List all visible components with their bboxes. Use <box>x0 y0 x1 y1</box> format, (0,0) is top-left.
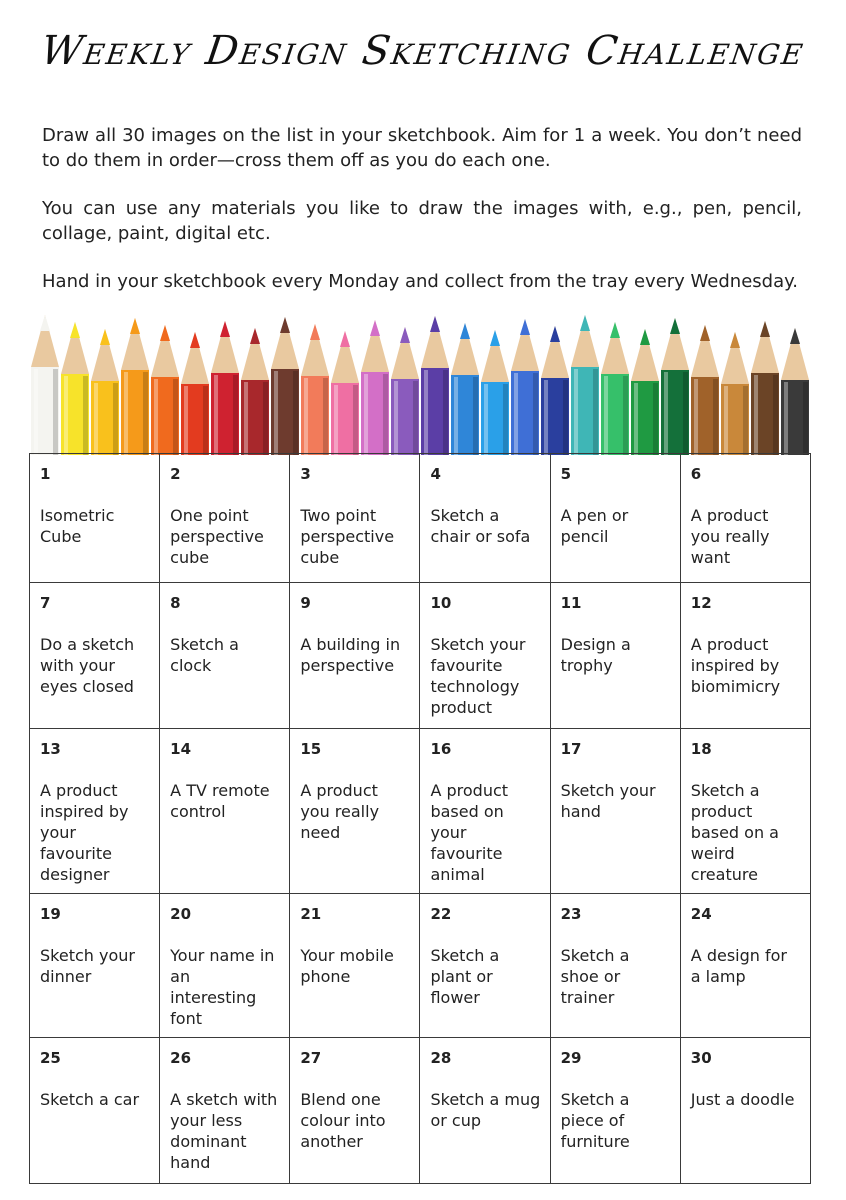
challenge-number: 16 <box>430 740 452 758</box>
challenge-text: A sketch with your less dominant hand <box>170 1090 278 1172</box>
challenge-cell <box>420 454 550 583</box>
challenge-text: Sketch a clock <box>170 635 239 675</box>
coloured-pencils-image <box>30 305 810 455</box>
challenge-row <box>30 1038 811 1184</box>
challenge-number: 18 <box>690 740 712 758</box>
pencil-3 <box>91 329 119 455</box>
pencil-26 <box>781 328 809 455</box>
challenge-cell <box>160 729 290 894</box>
challenge-cell <box>160 1038 290 1184</box>
challenge-cell <box>420 583 550 729</box>
challenge-cell <box>550 894 680 1038</box>
challenge-cell <box>680 729 810 894</box>
challenge-text: Sketch your favourite technology product <box>430 635 526 717</box>
page-title: Weekly Design Sketching Challenge <box>38 28 808 74</box>
challenge-text: A product inspired by biomimicry <box>690 635 781 696</box>
challenge-cell <box>550 583 680 729</box>
pencil-4 <box>121 318 149 455</box>
challenge-text: Sketch a product based on a weird creature <box>690 781 779 884</box>
challenge-grid <box>29 453 811 1184</box>
pencil-10 <box>301 324 329 455</box>
pencil-12 <box>361 320 389 455</box>
pencil-22 <box>661 318 689 455</box>
hand-in-paragraph: Hand in your sketchbook every Monday and collect from the tray every Wednesday. <box>42 271 798 292</box>
challenge-number: 28 <box>430 1049 452 1067</box>
challenge-cell <box>680 454 810 583</box>
challenge-cell <box>420 729 550 894</box>
challenge-number: 19 <box>40 905 61 923</box>
challenge-cell <box>680 1038 810 1184</box>
pencil-18 <box>541 326 569 455</box>
materials-paragraph: You can use any materials you like to draw the images with, e.g., pen, pencil, collage, paint, digital etc. <box>42 198 802 244</box>
pencil-16 <box>481 330 509 455</box>
challenge-number: 13 <box>40 740 61 758</box>
pencil-14 <box>421 316 449 455</box>
challenge-number: 25 <box>40 1049 61 1067</box>
challenge-number: 23 <box>560 905 582 923</box>
challenge-number: 1 <box>40 465 51 483</box>
pencil-15 <box>451 323 479 455</box>
pencil-11 <box>331 331 359 455</box>
challenge-cell <box>30 583 160 729</box>
challenge-text: One point perspective cube <box>170 506 264 567</box>
challenge-number: 10 <box>430 594 452 612</box>
challenge-text: A product based on your favourite animal <box>430 781 509 884</box>
pencil-21 <box>631 329 659 455</box>
challenge-row <box>30 454 811 583</box>
challenge-number: 12 <box>690 594 712 612</box>
challenge-cell <box>550 454 680 583</box>
challenge-cell <box>290 894 420 1038</box>
challenge-number: 9 <box>300 594 311 612</box>
challenge-cell <box>680 583 810 729</box>
challenge-text: A TV remote control <box>170 781 270 821</box>
challenge-text: Two point perspective cube <box>300 506 395 567</box>
challenge-number: 11 <box>560 594 582 612</box>
challenge-number: 7 <box>40 594 51 612</box>
challenge-row <box>30 729 811 894</box>
challenge-text: Sketch a plant or flower <box>430 946 500 1007</box>
pencil-25 <box>751 321 779 455</box>
challenge-cell <box>680 894 810 1038</box>
challenge-number: 27 <box>300 1049 322 1067</box>
challenge-cell <box>290 729 420 894</box>
challenge-text: Do a sketch with your eyes closed <box>40 635 135 696</box>
challenge-text: Sketch a chair or sofa <box>430 506 531 546</box>
challenge-text: Sketch a mug or cup <box>430 1090 541 1130</box>
pencil-13 <box>391 327 419 455</box>
pencil-24 <box>721 332 749 455</box>
pencil-8 <box>241 328 269 455</box>
challenge-text: A building in perspective <box>300 635 401 675</box>
challenge-text: Blend one colour into another <box>300 1090 386 1151</box>
challenge-number: 29 <box>560 1049 582 1067</box>
pencil-20 <box>601 322 629 455</box>
challenge-row <box>30 583 811 729</box>
challenge-cell <box>30 454 160 583</box>
pencil-6 <box>181 332 209 455</box>
challenge-cell <box>420 1038 550 1184</box>
challenge-number: 20 <box>170 905 192 923</box>
challenge-text: A product you really want <box>690 506 770 567</box>
challenge-row <box>30 894 811 1038</box>
challenge-text: Your mobile phone <box>300 946 394 986</box>
challenge-number: 4 <box>430 465 441 483</box>
challenge-cell <box>30 894 160 1038</box>
challenge-number: 6 <box>690 465 702 483</box>
challenge-text: A pen or pencil <box>560 506 629 546</box>
challenge-number: 14 <box>170 740 192 758</box>
pencil-5 <box>151 325 179 455</box>
challenge-cell <box>420 894 550 1038</box>
challenge-number: 2 <box>170 465 181 483</box>
challenge-cell <box>160 454 290 583</box>
pencil-9 <box>271 317 299 455</box>
challenge-number: 22 <box>430 905 452 923</box>
instructions-paragraph: Draw all 30 images on the list in your sketchbook. Aim for 1 a week. You don’t need to do them in order—cross them off as you do each one. <box>42 125 802 171</box>
challenge-text: Isometric Cube <box>40 506 115 546</box>
challenge-text: Sketch a shoe or trainer <box>560 946 630 1007</box>
challenge-cell <box>30 729 160 894</box>
pencil-17 <box>511 319 539 455</box>
challenge-cell <box>550 1038 680 1184</box>
challenge-text: Just a doodle <box>690 1090 795 1109</box>
challenge-number: 21 <box>300 905 322 923</box>
pencil-23 <box>691 325 719 455</box>
challenge-cell <box>160 583 290 729</box>
challenge-text: A product inspired by your favourite designer <box>40 781 129 884</box>
challenge-number: 5 <box>560 465 572 483</box>
challenge-cell <box>160 894 290 1038</box>
challenge-text: Sketch a car <box>40 1090 140 1109</box>
challenge-cell <box>30 1038 160 1184</box>
pencil-7 <box>211 321 239 455</box>
challenge-text: Your name in an interesting font <box>170 946 275 1028</box>
pencil-2 <box>61 322 89 455</box>
challenge-number: 30 <box>690 1049 712 1067</box>
challenge-text: A design for a lamp <box>690 946 787 986</box>
challenge-cell <box>290 1038 420 1184</box>
challenge-text: Sketch your dinner <box>40 946 135 986</box>
challenge-number: 24 <box>690 905 712 923</box>
challenge-number: 3 <box>300 465 311 483</box>
challenge-cell <box>290 454 420 583</box>
challenge-cell <box>550 729 680 894</box>
challenge-text: Sketch a piece of furniture <box>560 1090 630 1151</box>
challenge-number: 15 <box>300 740 322 758</box>
challenge-cell <box>290 583 420 729</box>
challenge-number: 17 <box>560 740 582 758</box>
pencil-1 <box>31 315 59 455</box>
challenge-number: 26 <box>170 1049 192 1067</box>
challenge-number: 8 <box>170 594 181 612</box>
challenge-text: A product you really need <box>300 781 380 842</box>
challenge-text: Design a trophy <box>560 635 631 675</box>
challenge-text: Sketch your hand <box>560 781 656 821</box>
pencil-19 <box>571 315 599 455</box>
